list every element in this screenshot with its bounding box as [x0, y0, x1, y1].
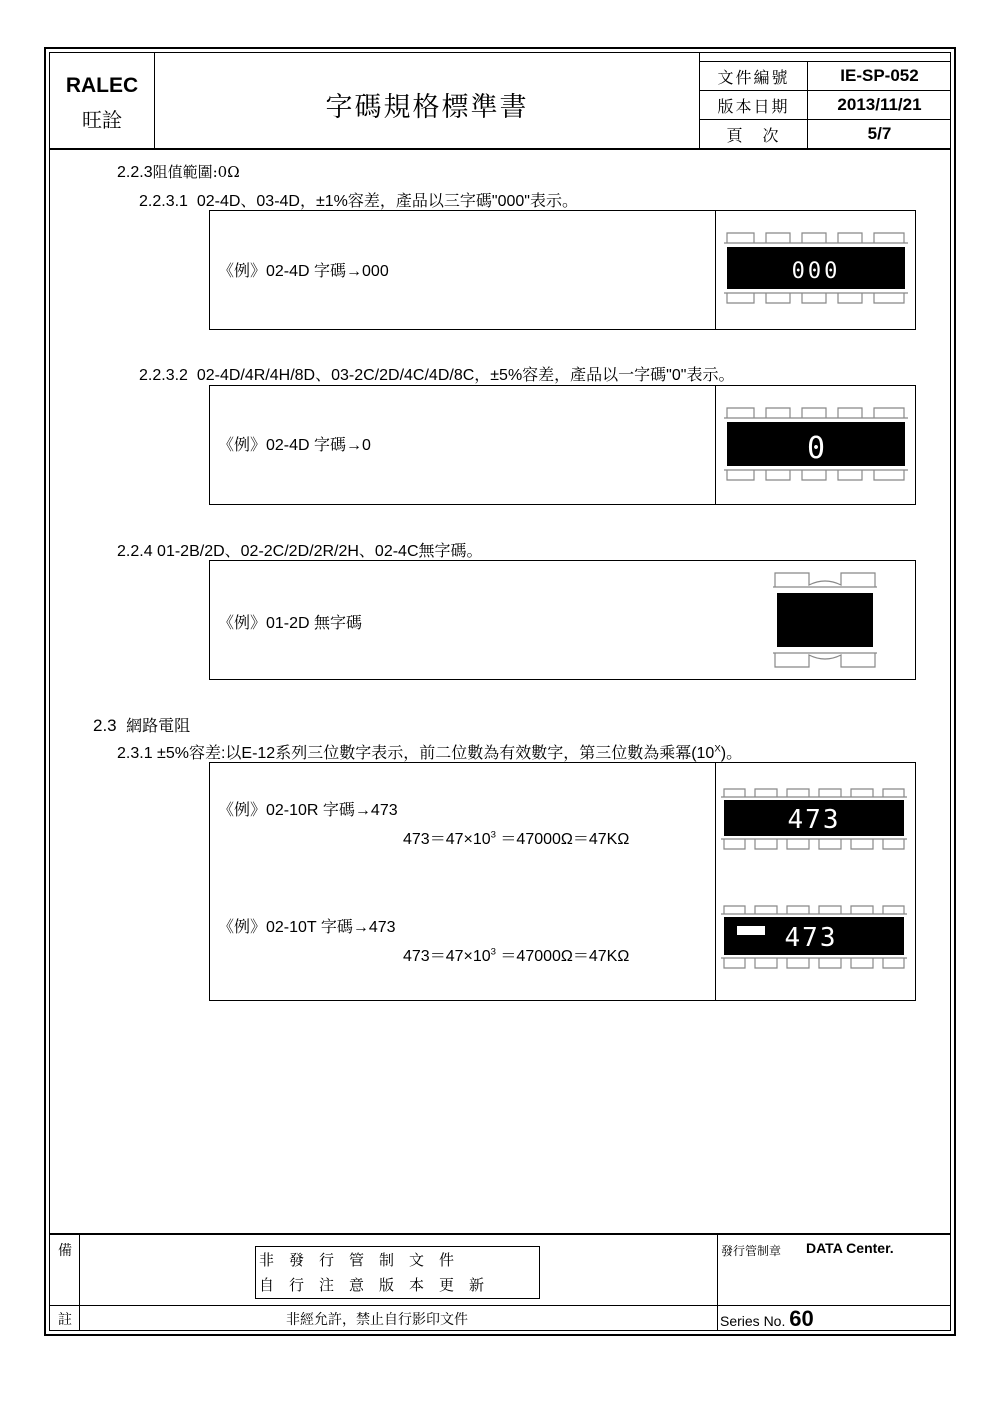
section-number: 2.2.3.2	[139, 367, 188, 384]
date-value: 2013/11/21	[837, 95, 922, 114]
stamp-label: 發行管制章	[721, 1244, 782, 1258]
header-bottom-rule	[49, 148, 951, 150]
section-2-3-1	[117, 740, 742, 763]
calc-text: 473＝47×10	[403, 831, 491, 848]
footer-divider	[717, 1234, 718, 1331]
section-number: 2.3.1	[117, 745, 153, 762]
section-2-2-3-1	[139, 188, 578, 211]
exponent: X	[714, 743, 721, 755]
chip-marking: 000	[791, 259, 841, 284]
calc-exponent: 3	[490, 946, 496, 958]
section-text: 01-2B/2D、02-2C/2D/2R/2H、02-4C無字碼。	[157, 543, 483, 560]
example-calc	[403, 943, 629, 966]
example-text: 《例》02-10R 字碼→473	[218, 802, 398, 819]
example-text: 《例》02-10T 字碼→473	[218, 919, 396, 936]
section-text: 阻值範圍:0Ω	[152, 163, 240, 181]
section-2-2-3	[117, 161, 240, 182]
section-text: 網路電阻	[126, 716, 191, 735]
section-text: 02-4D/4R/4H/8D、03-2C/2D/4C/4D/8C，±5%容差，產品以一字碼"0"表示。	[196, 367, 735, 384]
chip-marking: 473	[787, 805, 841, 835]
note-label: 註	[58, 1312, 72, 1328]
page-label: 頁 次	[726, 125, 781, 145]
footer-top-rule	[49, 1233, 951, 1235]
section-number: 2.3	[93, 716, 117, 735]
doc-no-label: 文件編號	[717, 67, 790, 87]
chip-marking: 473	[784, 923, 838, 953]
stamp-value: DATA Center.	[806, 1240, 894, 1256]
copy-notice: 非經允許，禁止自行影印文件	[286, 1312, 468, 1328]
calc-exponent: 3	[490, 829, 496, 841]
footer-divider	[79, 1234, 80, 1331]
calc-result: ＝47000Ω＝47KΩ	[495, 948, 630, 965]
example-text: 《例》02-4D 字碼→0	[218, 437, 371, 454]
example-divider	[715, 210, 716, 330]
remark-label: 備	[58, 1243, 72, 1259]
example-text: 《例》02-4D 字碼→000	[218, 263, 389, 280]
section-2-2-3-2	[139, 362, 734, 385]
page-number: 5/7	[867, 124, 892, 143]
footer-rule	[49, 1305, 951, 1306]
section-text: ±5%容差:以E-12系列三位數字表示，前二位數為有效數字，第三位數為乘冪(10	[157, 745, 715, 762]
section-text: 02-4D、03-4D，±1%容差，產品以三字碼"000"表示。	[196, 193, 578, 210]
section-number: 2.2.3.1	[139, 193, 188, 210]
section-2-3	[93, 713, 190, 736]
chip-8pin-0	[724, 404, 908, 484]
section-text-end: )。	[720, 745, 743, 762]
chip-10pin-473-marked	[721, 904, 907, 970]
example-divider	[715, 385, 716, 505]
company-cn: 旺詮	[82, 107, 122, 132]
control-notice-line2: 自 行 注 意 版 本 更 新	[259, 1276, 485, 1294]
section-number: 2.2.3	[117, 164, 153, 181]
section-2-2-4	[117, 538, 483, 561]
series-label: Series No.	[720, 1313, 786, 1329]
series-number	[720, 1306, 814, 1332]
control-notice-line1: 非 發 行 管 制 文 件	[259, 1251, 455, 1269]
series-value: 60	[789, 1306, 814, 1331]
calc-text: 473＝47×10	[403, 948, 491, 965]
company-logo-text: RALEC	[65, 74, 139, 97]
section-number: 2.2.4	[117, 543, 153, 560]
page-title: 字碼規格標準書	[325, 91, 529, 123]
example-divider	[715, 762, 716, 1001]
chip-4pin-blank	[773, 571, 877, 669]
date-label: 版本日期	[717, 96, 790, 116]
calc-result: ＝47000Ω＝47KΩ	[495, 831, 630, 848]
chip-10pin-473	[721, 787, 907, 851]
example-calc	[403, 826, 629, 849]
example-text: 《例》01-2D 無字碼	[218, 615, 363, 632]
chip-marking: 0	[806, 431, 826, 466]
chip-8pin-000	[724, 229, 908, 307]
doc-no-value: IE-SP-052	[840, 66, 919, 85]
